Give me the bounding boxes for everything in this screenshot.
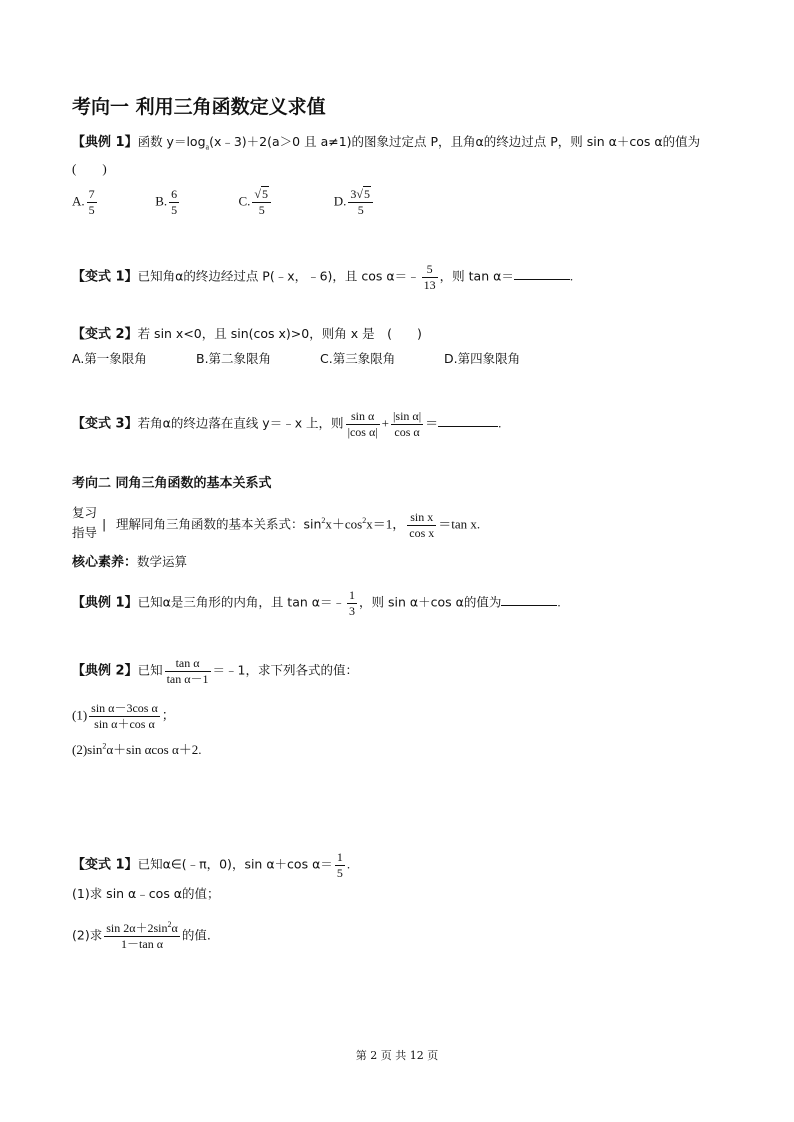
variant-3 <box>72 409 501 440</box>
example-2-2-part-2 <box>72 743 202 756</box>
guide-label-2: 指导 <box>72 525 98 540</box>
example-2-2-frac-den: tan α－1 <box>166 672 209 686</box>
guide-text-b: x＋cos <box>325 516 363 532</box>
variant-2-1-tag: 【变式 1】 <box>72 857 138 873</box>
variant-2-1-text-a: 已知α∈(﹣π，0)，sin α＋cos α＝ <box>137 856 333 872</box>
variant-1-end: . <box>569 268 574 284</box>
example-2-1-tag: 【典例 1】 <box>72 595 138 611</box>
variant-1-text-a: 已知角α的终边经过点 P(﹣x，﹣6)，且 cos α＝﹣ <box>137 268 420 284</box>
variant-1-den: 13 <box>423 278 436 292</box>
page-footer: 第 2 页 共 12 页 <box>355 1049 439 1062</box>
example-2-1-num: 1 <box>349 588 355 602</box>
part-2-num-a: sin 2α＋2sin <box>106 921 168 935</box>
example-2-2-frac-num: tan α <box>165 656 211 672</box>
guide-sup-2: 2 <box>362 516 367 526</box>
example-2-2-text-a: 已知 <box>137 662 163 678</box>
review-guide-content <box>102 510 480 541</box>
example-2-1-den: 3 <box>349 604 355 618</box>
variant-2-1-part-1: (1)求 sin α﹣cos α的值； <box>72 886 220 901</box>
part-2-frac <box>104 921 180 952</box>
example-1-paren: ( ) <box>72 161 107 176</box>
variant-1-tag: 【变式 1】 <box>72 269 138 285</box>
option-d-den: 5 <box>357 203 364 217</box>
plus-sign: + <box>381 415 389 431</box>
variant-2-options <box>72 353 568 366</box>
variant-1-text-b: ，则 tan α＝ <box>439 268 514 284</box>
option-a-den: 5 <box>88 203 95 217</box>
section-title-1: 考向一 利用三角函数定义求值 <box>72 96 326 118</box>
option-a[interactable]: A.第一象限角 <box>72 351 147 366</box>
part-2-label: (2)求 <box>72 927 103 943</box>
example-2-1-frac <box>347 588 357 619</box>
example-2-2-part-1 <box>72 701 175 732</box>
variant-1 <box>72 262 573 293</box>
part-1-num: sin α－3cos α <box>91 701 158 715</box>
variant-2-1-num: 1 <box>336 850 343 864</box>
core-text: 数学运算 <box>137 554 188 569</box>
example-1-options <box>72 187 414 218</box>
variant-3-frac-1-den: |cos α| <box>347 425 378 439</box>
variant-1-num: 5 <box>422 262 438 278</box>
guide-frac-den: cos x <box>409 526 435 540</box>
variant-3-frac-2 <box>391 409 423 440</box>
log-base: a <box>205 142 210 152</box>
example-2-2-frac <box>165 656 211 687</box>
core-literacy <box>72 556 187 569</box>
part-2-text-a: (2)sin <box>72 742 103 757</box>
option-a-frac <box>87 187 97 218</box>
option-b[interactable] <box>155 187 235 218</box>
option-d-radicand: 5 <box>363 187 370 201</box>
section-title-2: 考向二 同角三角函数的基本关系式 <box>72 476 272 491</box>
answer-blank[interactable] <box>514 267 570 280</box>
option-c-den: 5 <box>258 203 265 217</box>
part-2-num-b: α <box>171 921 178 935</box>
option-a-label: A. <box>72 193 85 209</box>
variant-2-1-end: . <box>346 856 351 872</box>
example-1-tag: 【典例 1】 <box>72 135 138 150</box>
part-2-text-b: α＋sin αcos α＋2. <box>106 742 202 757</box>
option-c[interactable]: C.第三象限角 <box>320 351 396 366</box>
example-1-text-a: 函数 y＝log <box>137 134 206 149</box>
variant-3-text-a: 若角α的终边落在直线 y＝﹣x 上，则 <box>137 415 344 431</box>
example-1 <box>72 134 701 152</box>
option-d-num <box>348 187 373 203</box>
guide-sup-1: 2 <box>321 516 326 526</box>
option-b[interactable]: B.第二象限角 <box>196 351 272 366</box>
example-2-1-text-b: ，则 sin α＋cos α的值为 <box>359 594 502 610</box>
variant-3-frac-1-num: sin α <box>346 409 380 425</box>
part-2-sup: 2 <box>102 741 107 751</box>
option-c[interactable] <box>239 187 331 218</box>
sqrt-sign-icon: √5 <box>254 187 269 201</box>
part-1-frac <box>89 701 160 732</box>
variant-1-frac <box>422 262 438 293</box>
variant-2-tag: 【变式 2】 <box>72 327 138 342</box>
part-1-den: sin α＋cos α <box>94 717 155 731</box>
example-1-text-b: (x﹣3)＋2(a＞0 且 a≠1)的图象过定点 P，且角α的终边过点 P，则 sin α＋cos α的值为 <box>209 134 701 149</box>
answer-blank[interactable] <box>438 414 498 427</box>
variant-2-1-part-2 <box>72 921 211 952</box>
part-2-num-sup: 2 <box>167 920 172 929</box>
example-2-2 <box>72 656 358 687</box>
example-2-2-text-b: ＝﹣1，求下列各式的值： <box>212 662 359 678</box>
example-2-2-tag: 【典例 2】 <box>72 663 138 679</box>
option-c-radicand: 5 <box>262 187 269 201</box>
variant-3-end: . <box>498 415 502 431</box>
variant-3-tag: 【变式 3】 <box>72 416 138 432</box>
variant-3-frac-2-num: |sin α| <box>393 409 422 423</box>
guide-text-c: x＝1， <box>366 516 406 532</box>
option-d[interactable] <box>334 187 414 218</box>
variant-3-frac-1 <box>346 409 380 440</box>
sqrt-sign-icon: √5 <box>356 187 370 201</box>
example-2-1 <box>72 588 561 619</box>
option-c-frac <box>252 187 271 218</box>
part-1-end: ； <box>161 707 175 723</box>
variant-2 <box>72 327 422 341</box>
option-c-num <box>252 187 271 203</box>
answer-blank[interactable] <box>501 593 557 606</box>
guide-frac-num: sin x <box>407 510 436 526</box>
option-c-label: C. <box>238 193 251 209</box>
guide-bar: | <box>102 516 107 532</box>
option-d-label: D. <box>333 193 347 209</box>
option-a-num: 7 <box>88 187 95 201</box>
part-2-den: 1－tan α <box>121 937 163 951</box>
guide-text-d: ＝tan x. <box>438 516 481 532</box>
part-1-label: (1) <box>72 707 88 723</box>
example-2-1-end: . <box>557 594 561 610</box>
option-d-frac <box>348 187 373 218</box>
variant-3-frac-2-den: cos α <box>394 425 420 439</box>
guide-text-a: 理解同角三角函数的基本关系式：sin <box>115 516 322 532</box>
guide-frac <box>407 510 436 541</box>
option-d-coef: 3 <box>350 187 357 201</box>
core-label: 核心素养： <box>72 555 138 570</box>
variant-2-1-den: 5 <box>336 866 343 880</box>
equals-sign: ＝ <box>425 415 439 431</box>
part-2-end: 的值. <box>181 927 211 943</box>
guide-label-1: 复习 <box>72 505 98 520</box>
variant-2-text: 若 sin x<0，且 sin(cos x)>0，则角 x 是 ( ) <box>137 326 422 341</box>
part-2-num <box>104 921 180 937</box>
option-b-frac <box>169 187 179 218</box>
option-a[interactable] <box>72 187 152 218</box>
option-b-label: B. <box>155 193 168 209</box>
option-b-num: 6 <box>171 187 178 201</box>
variant-2-1 <box>72 850 350 881</box>
example-2-1-text-a: 已知α是三角形的内角，且 tan α＝﹣ <box>137 594 345 610</box>
option-d[interactable]: D.第四象限角 <box>444 351 521 366</box>
option-b-den: 5 <box>171 203 178 217</box>
variant-2-1-frac <box>335 850 345 881</box>
review-guide <box>72 503 97 543</box>
